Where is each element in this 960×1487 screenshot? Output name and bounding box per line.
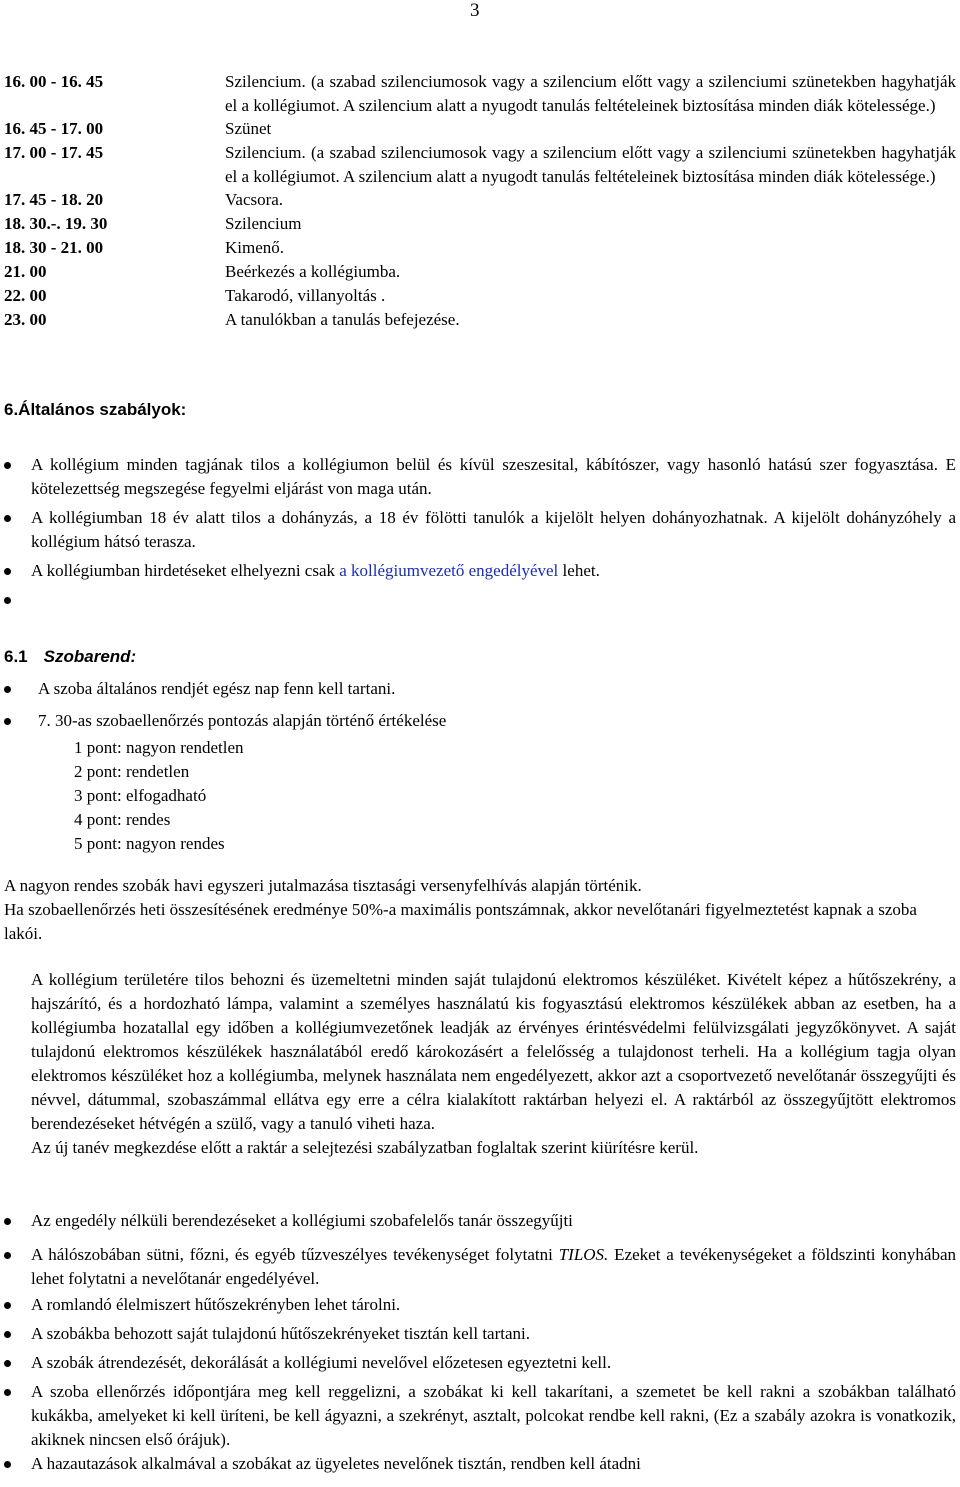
room-usage-rules-list	[4, 1209, 956, 1476]
list-item-text: A hálószobában sütni, főzni, és egyéb tűzveszélyes tevékenységet folytatni	[31, 1245, 559, 1264]
section-6-heading: 6.Általános szabályok:	[4, 400, 187, 419]
scale-item: 4 pont: rendes	[74, 810, 171, 829]
electric-paragraph-2: Az új tanév megkezdése előtt a raktár a selejtezési szabályzatban foglaltak szerint kiürítésre kerül.	[31, 1138, 699, 1157]
list-item-text: lehet.	[558, 561, 600, 580]
list-item-text: A szobákba behozott saját tulajdonú hűtőszekrényeket tisztán kell tartani.	[31, 1324, 530, 1343]
scale-item: 3 pont: elfogadható	[74, 786, 207, 805]
schedule-row	[4, 117, 956, 141]
schedule-desc: Szilencium. (a szabad szilenciumosok vagy a szilencium előtt vagy a szilenciumi szünetekben hagyhatják el a kollégiumot. A szilencium alatt a nyugodt tanulás feltételeinek biztosítása minden diák kötelessége.)	[225, 143, 956, 186]
list-item-text	[31, 590, 35, 609]
general-rules-list	[4, 453, 956, 612]
list-item	[4, 453, 956, 501]
bullet-icon	[4, 1360, 11, 1367]
bullet-icon	[4, 1252, 11, 1259]
list-item-text: 7. 30-as szobaellenőrzés pontozás alapján történő értékelése	[38, 711, 447, 730]
schedule-time: 18. 30 - 21. 00	[4, 238, 104, 257]
schedule-desc: Szilencium	[225, 214, 302, 233]
schedule-time: 16. 45 - 17. 00	[4, 119, 104, 138]
schedule-desc: Szünet	[225, 119, 272, 138]
list-item	[4, 1452, 956, 1476]
warning-paragraph: Ha szobaellenőrzés heti összesítésének eredménye 50%-a maximális pontszámnak, akkor nevelőtanári figyelmeztetést kapnak a szoba lakói.	[4, 900, 917, 943]
list-item	[4, 1351, 956, 1375]
schedule-row	[4, 212, 956, 236]
schedule-row	[4, 308, 956, 332]
schedule-time: 21. 00	[4, 262, 47, 281]
electric-paragraph: A kollégium területére tilos behozni és üzemeltetni minden saját tulajdonú elektromos készüléket. Kivételt képez a hűtőszekrény, a hajszárító, és a hordozható lámpa, valamint a személyes használatú kis fogyasztású elektromos készülékek abban az esetben, ha a kollégiumba hozatallal egy időben a kollégiumvezetőnek leadják az érvényes érintésvédelmi felülvizsgálati jegyzőkönyvet. A saját tulajdonú elektromos készülékek használatából eredő károkozásért a felelősség a tulajdonost terheli. Ha a kollégium tagja olyan elektromos készüléket hoz a kollégiumba, melynek használata nem engedélyezett, akkor azt a csoportvezető nevelőtanár összegyűjti és névvel, dátummal, szobaszámmal ellátva egy erre a célra kialakított raktárban helyezi el. A raktárból az összegyűjtött elektromos berendezéseket hétvégén a szülő, vagy a tanuló viheti haza.	[31, 970, 956, 1133]
section-title: Szobarend:	[43, 647, 137, 666]
list-item-text: A kollégiumban hirdetéseket elhelyezni csak	[31, 561, 340, 580]
highlighted-text: a kollégiumvezető engedélyével	[339, 561, 559, 580]
section-number: 6.1	[4, 647, 28, 666]
list-item	[4, 559, 956, 583]
schedule-row	[4, 188, 956, 212]
list-item	[4, 1380, 956, 1452]
room-rules-list	[4, 677, 956, 733]
list-item-empty	[4, 588, 956, 612]
schedule-time: 22. 00	[4, 286, 47, 305]
bullet-icon	[4, 568, 11, 575]
schedule-time: 23. 00	[4, 310, 47, 329]
list-item	[4, 1209, 956, 1233]
list-item-text: A szoba ellenőrzés időpontjára meg kell reggelizni, a szobákat ki kell takarítani, a szemetet be kell rakni a szobákban található kukákba, amelyeket ki kell üríteni, be kell ágyazni, a szekrényt, asztalt, polcokat rendbe kell rakni, (Ez a szabály azokra is vonatkozik, akiknek nincsen első órájuk).	[31, 1382, 956, 1449]
scale-item: 5 pont: nagyon rendes	[74, 834, 225, 853]
scale-item: 1 pont: nagyon rendetlen	[74, 738, 244, 757]
bullet-icon	[4, 718, 11, 725]
schedule-time: 16. 00 - 16. 45	[4, 72, 104, 91]
list-item	[4, 1293, 956, 1317]
schedule-row	[4, 70, 956, 117]
list-item-text: Ezeket a tevékenységeket a földszinti konyhában lehet folytatni a nevelőtanár engedélyével.	[31, 1245, 956, 1288]
list-item	[4, 677, 956, 701]
list-item-text: A hazautazások alkalmával a szobákat az ügyeletes nevelőnek tisztán, rendben kell átadni	[31, 1454, 641, 1473]
schedule-time: 17. 00 - 17. 45	[4, 143, 104, 162]
electric-devices-block	[31, 968, 956, 1160]
page-number: 3	[470, 0, 480, 21]
schedule-table	[4, 70, 956, 332]
list-item	[4, 1322, 956, 1346]
schedule-desc: Takarodó, villanyoltás .	[225, 286, 386, 305]
reward-paragraph: A nagyon rendes szobák havi egyszeri jutalmazása tisztasági versenyfelhívás alapján történik.	[4, 876, 642, 895]
list-item-text: A szoba általános rendjét egész nap fenn kell tartani.	[38, 679, 396, 698]
emphasis-text: TILOS.	[558, 1245, 609, 1264]
bullet-icon	[4, 1218, 11, 1225]
bullet-icon	[4, 515, 11, 522]
bullet-icon	[4, 1302, 11, 1309]
schedule-desc: Beérkezés a kollégiumba.	[225, 262, 401, 281]
schedule-row	[4, 260, 956, 284]
scale-item: 2 pont: rendetlen	[74, 762, 190, 781]
schedule-desc: A tanulókban a tanulás befejezése.	[225, 310, 460, 329]
schedule-time: 17. 45 - 18. 20	[4, 190, 104, 209]
schedule-desc: Kimenő.	[225, 238, 285, 257]
bullet-icon	[4, 686, 11, 693]
section-6-1-heading	[4, 645, 136, 669]
scoring-scale	[74, 736, 244, 856]
schedule-row	[4, 141, 956, 188]
bullet-icon	[4, 597, 11, 604]
list-item-text: A szobák átrendezését, dekorálását a kollégiumi nevelővel előzetesen egyeztetni kell.	[31, 1353, 612, 1372]
list-item	[4, 1243, 956, 1291]
list-item-text: A romlandó élelmiszert hűtőszekrényben lehet tárolni.	[31, 1295, 401, 1314]
schedule-row	[4, 236, 956, 260]
bullet-icon	[4, 1331, 11, 1338]
list-item	[4, 506, 956, 554]
schedule-desc: Vacsora.	[225, 190, 284, 209]
bullet-icon	[4, 462, 11, 469]
list-item-text: Az engedély nélküli berendezéseket a kollégiumi szobafelelős tanár összegyűjti	[31, 1211, 573, 1230]
schedule-desc: Szilencium. (a szabad szilenciumosok vagy a szilencium előtt vagy a szilenciumi szünetekben hagyhatják el a kollégiumot. A szilencium alatt a nyugodt tanulás feltételeinek biztosítása minden diák kötelessége.)	[225, 72, 956, 115]
list-item-text: A kollégium minden tagjának tilos a kollégiumon belül és kívül szeszesital, kábítószer, vagy hasonló hatású szer fogyasztása. E kötelezettség megszegése fegyelmi eljárást von maga után.	[31, 455, 956, 498]
bullet-icon	[4, 1461, 11, 1468]
schedule-time: 18. 30.-. 19. 30	[4, 214, 108, 233]
schedule-row	[4, 284, 956, 308]
list-item-text: A kollégiumban 18 év alatt tilos a dohányzás, a 18 év fölötti tanulók a kijelölt helyen dohányozhatnak. A kijelölt dohányzóhely a kollégium hátsó terasza.	[31, 508, 956, 551]
list-item	[4, 709, 956, 733]
bullet-icon	[4, 1389, 11, 1396]
